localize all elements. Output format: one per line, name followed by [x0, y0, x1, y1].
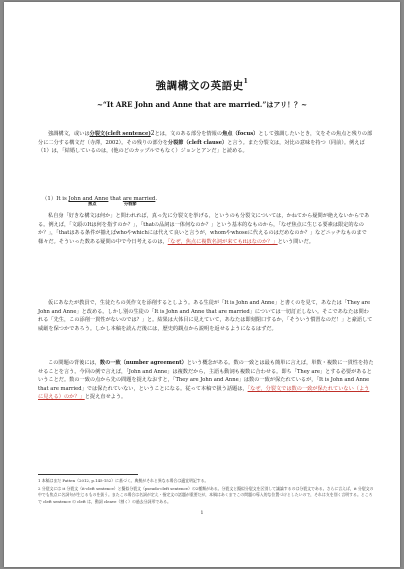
label-cleft: 分裂節 [124, 201, 137, 206]
p4-text-d: と捉え直せよう。 [84, 394, 127, 401]
intro-text-2: とは，文のある部分を情報の [154, 131, 223, 137]
example-that: that [108, 196, 123, 202]
paragraph-4 [38, 359, 374, 402]
example-cleft: are married [122, 196, 156, 202]
footnote-divider [38, 474, 138, 475]
page-number: 1 [200, 510, 204, 516]
page-subtitle: ~“It ARE John and Anne that are married.”はアリ！？~ [97, 100, 307, 109]
paragraph-3 [38, 299, 374, 333]
footnote-mark-2: 2 [150, 130, 155, 137]
paragraph-2 [38, 212, 374, 246]
term-cleft-sentence: 分裂文(cleft sentence) [89, 131, 151, 137]
title-footnote-mark: 1 [243, 78, 249, 85]
p4-text-b: という概念がある。数の一致とは最も簡単に言えば，単数・複数に一貫性を持たせることを言う。今回の例で言えば，「John and Anne」は複数だから，主語も動詞も複数に合わせる。即ち「They are」とする必要があるということだ。数の一致の点から先の問題を捉えなおすと，「They are John and Anne」は数の一致が保たれているが，「It is John and Anne that are married」では保たれていない，ということになる。従って本稿で扱う話題は， [38, 360, 374, 392]
intro-text-3: として強調したいとき，文をその焦点と残りの部分に二分する構文だ（寺澤，2002）。その残りの部分を [38, 131, 373, 146]
term-number-agreement: 数の一致（number agreement） [99, 360, 187, 366]
term-cleft-clause: 分裂節（cleft clause） [167, 139, 228, 146]
example-focus: John and Anne [68, 196, 109, 202]
example-labels [88, 201, 137, 207]
intro-text-1: 強調構文，或いは [48, 131, 90, 137]
p2-text-a: 私自身「好きな構文は何か」と問われれば，真っ先に分裂文を挙げる，というのも分裂文については，かねてから疑問が絶えないからである。例えば，「文頭のItは何を指すのか？」，「thatの品詞は一体何なのか？」という基本的なものから，「なぜ焦点に生じる要素は限定的なのか？」，「thatはある条件が揃えばwhoやwhichには代えて良いと言うが，whomやwhoseに代えるのはだめなのか？」などニッチなものまで様々だ。そういった数ある疑問の中で今日考えるのは， [38, 213, 370, 245]
p2-highlight: 「なぜ，焦点に複数名詞が来てもitはなのか？」 [167, 238, 278, 245]
label-focus: 焦点 [88, 201, 97, 206]
example-number: （1） [42, 196, 57, 202]
p2-text-c: という問いだ。 [277, 238, 314, 245]
intro-text-4: と言う。また分裂文は，対比の意味を持つ（同前）。例えば（1）は，「結婚しているのは，(他のどのカップルでもなく）ジョンとアンだ」と読める。 [38, 139, 365, 155]
term-focus: 焦点（focus） [222, 131, 259, 137]
page-title [4, 78, 400, 93]
p3-text: 仮にあなたが教員で，生徒たちの英作文を添削するとしよう。ある生徒が「It is John and Anne」と書くのを見て，あなたは「They are John and Anne」と改める。しかし別の生徒の「It is John and Anne that are married」については一切訂正しない。そこであなたは問われる「先生，この添削一貫性がないのでは？」と。結果は大体目に見えていて，あなたは即刻閉口するか，「そういう慣習なのだ！」と豪語して威厳を保つかであろう。しかし本稿を読んだ後には，歴史的観点から説明を返せるようになるはずだ。 [38, 300, 373, 332]
footnote-2: 2 分裂文には it 分裂文（it-cleft sentence）と擬似分裂文（pseudo-cleft sentence）の2種類がある。分裂文と擬似分裂文を区別して議論するのは分裂文である。さらに言えば，it 分裂文の中でも焦点に名詞句が生じるものを扱う。またこの場合は名詞が定え・指定文の話題が重要だが，本稿はあくまでこの問題の導入的な位置づけとしたいので，それは支を別く言明する。ところで cleft sentence の cleft は，動詞 cleave（割く）の過去分詞形である。 [38, 486, 374, 504]
intro-paragraph [38, 130, 374, 156]
example-period: . [155, 196, 158, 202]
title-text: 強調構文の英語史 [155, 80, 244, 92]
p4-highlight: 「なぜ，分裂文では数の一致が保たれていない（ように見える）のか？」 [38, 385, 370, 401]
example-pre: It is [56, 196, 69, 202]
footnote-1: 1 本稿はまだ Patten（2012, p.145-152）に基づく。典拠がそれと異なる場合は適宜明記する。 [38, 478, 209, 483]
document-page [4, 2, 400, 567]
p4-text-a: この問題の背後には， [48, 360, 100, 366]
